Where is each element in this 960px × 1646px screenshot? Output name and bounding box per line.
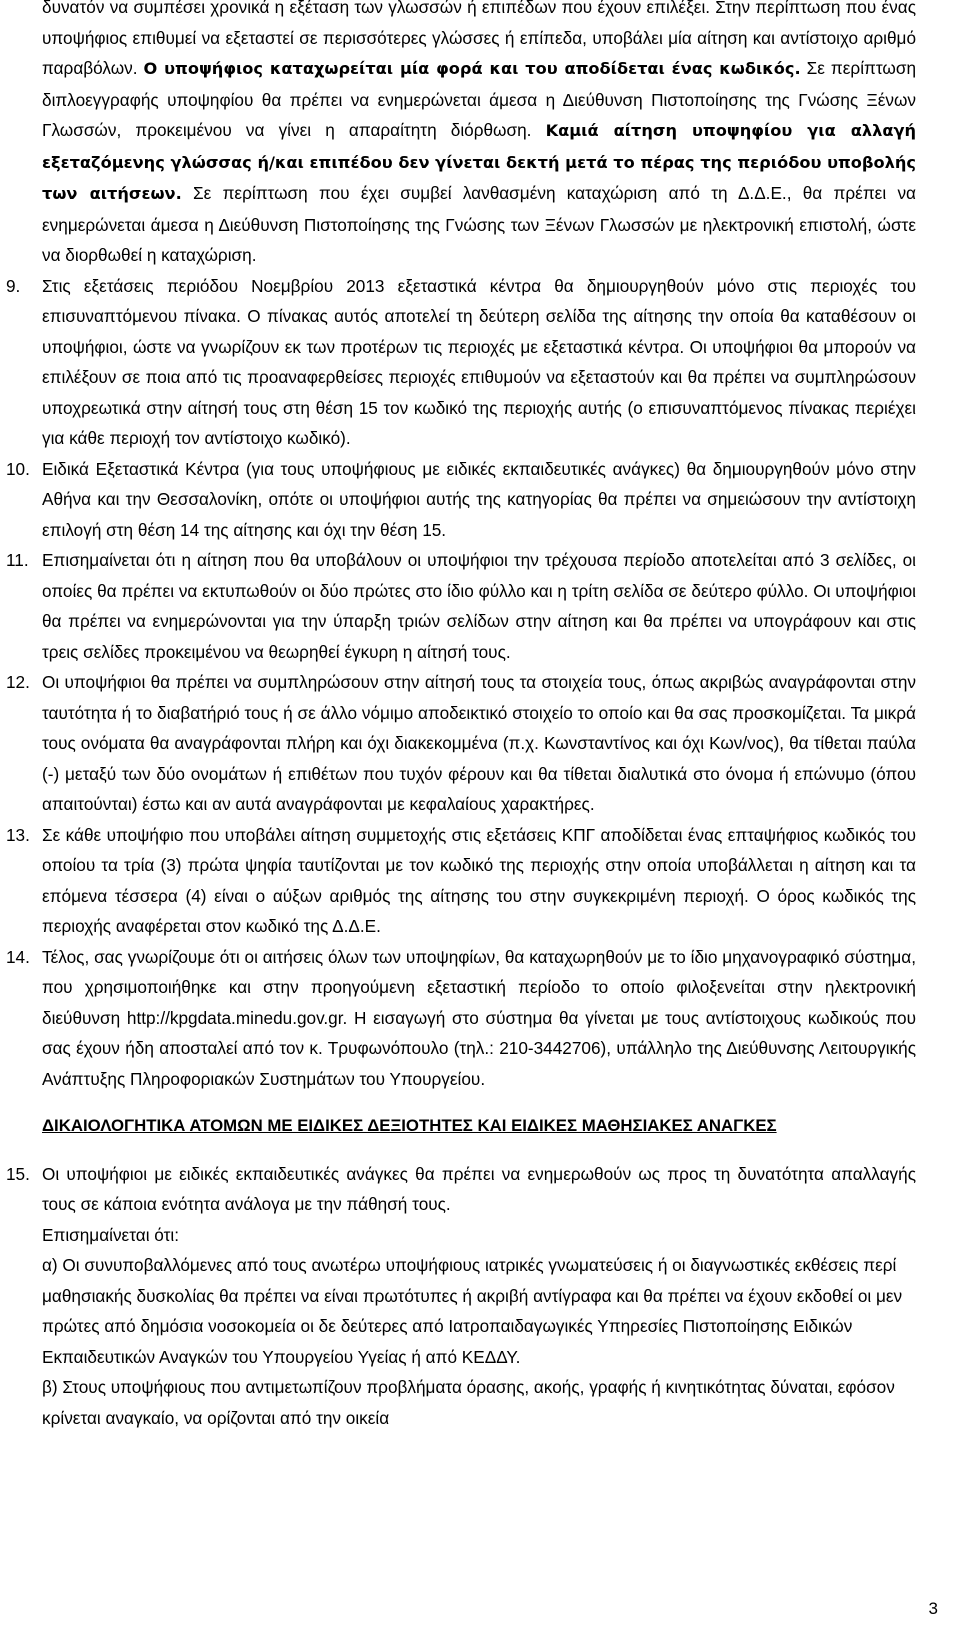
list-item-9 (6, 271, 916, 454)
intro-bold-1: Ο υποψήφιος καταχωρείται μία φορά και του αποδίδεται ένας κωδικός. (143, 59, 801, 78)
list-item-14 (6, 942, 916, 1095)
item-number: 14. (6, 946, 30, 967)
intro-text-1: δυνατόν να συμπέσει χρονικά η εξέταση των γλωσσών ή επιπέδων που έχουν επιλέξει. Στην περίπτωση που ένας υποψήφιος επιθυμεί να εξεταστεί σε περισσότερες γλώσσες ή επίπεδα, υποβάλει μία αίτηση και αντίστοιχο αριθμό παραβόλων. (42, 0, 916, 78)
section-heading: ΔΙΚΑΙΟΛΟΓΗΤΙΚΑ ΑΤΟΜΩΝ ΜΕ ΕΙΔΙΚΕΣ ΔΕΞΙΟΤΗΤΕΣ ΚΑΙ ΕΙΔΙΚΕΣ ΜΑΘΗΣΙΑΚΕΣ ΑΝΑΓΚΕΣ (42, 1116, 777, 1135)
intro-text-3: Σε περίπτωση που έχει συμβεί λανθασμένη καταχώριση από τη Δ.Δ.Ε., θα πρέπει να ενημερώνεται άμεσα η Διεύθυνση Πιστοποίησης της Γνώσης των Ξένων Γλωσσών με ηλεκτρονική επιστολή, ώστε να διορθωθεί η καταχώριση. (42, 183, 916, 265)
list-item-12 (6, 667, 916, 820)
document-page (6, 0, 916, 1433)
item-text: Στις εξετάσεις περιόδου Νοεμβρίου 2013 εξεταστικά κέντρα θα δημιουργηθούν μόνο στις περιοχές του επισυναπτόμενου πίνακα. Ο πίνακας αυτός αποτελεί τη δεύτερη σελίδα της αίτησης την οποία θα καταθέσουν οι υποψήφιοι, ώστε να γνωρίζουν εκ των προτέρων τις περιοχές με εξεταστικά κέντρα. Οι υποψήφιοι θα μπορούν να επιλέξουν σε ποια από τις προαναφερθείσες περιοχές επιθυμούν να εξεταστούν και θα πρέπει να συμπληρώσουν υποχρεωτικά στην αίτησή τους στη θέση 15 τον κωδικό της περιοχής αυτής (ο επισυναπτόμενος πίνακας περιέχει για κάθε περιοχή τον αντίστοιχο κωδικό). (42, 275, 916, 448)
item-number: 12. (6, 672, 30, 692)
item-text: Σε κάθε υποψήφιο που υποβάλει αίτηση συμμετοχής στις εξετάσεις ΚΠΓ αποδίδεται ένας επταψήφιος κωδικός του οποίου τα τρία (3) πρώτα ψηφία ταυτίζονται με τον κωδικό της περιοχής στην οποία υποβάλλεται η αίτηση και τα επόμενα τέσσερα (4) είναι ο αύξων αριθμός της αίτησης του στην συγκεκριμένη περιοχή. Ο όρος κωδικός της περιοχής αναφέρεται στον κωδικό της Δ.Δ.Ε. (42, 824, 916, 936)
item-text: Επισημαίνεται ότι η αίτηση που θα υποβάλουν οι υποψήφιοι την τρέχουσα περίοδο αποτελείται από 3 σελίδες, οι οποίες θα πρέπει να εκτυπωθούν οι δύο πρώτες στο ίδιο φύλλο και η τρίτη σελίδα σε δεύτερο φύλλο. Οι υποψήφιοι θα πρέπει να ενημερώνονται για την ύπαρξη τριών σελίδων στην αίτηση και θα πρέπει να υπογράφουν και στις τρεις σελίδες προκειμένου να θεωρηθεί έγκυρη η αίτησή τους. (42, 550, 916, 662)
item-number: 11. (6, 550, 29, 570)
item-number: 9. (6, 275, 21, 296)
item-text: Ειδικά Εξεταστικά Κέντρα (για τους υποψήφιους με ειδικές εκπαιδευτικές ανάγκες) θα δημιουργηθούν μόνο στην Αθήνα και την Θεσσαλονίκη, οπότε οι υποψήφιοι αυτής της κατηγορίας θα πρέπει να σημειώσουν την αντίστοιχη επιλογή στη θέση 14 της αίτησης και όχι την θέση 15. (42, 458, 916, 540)
list-item-11 (6, 545, 916, 667)
item-text: Οι υποψήφιοι θα πρέπει να συμπληρώσουν στην αίτησή τους τα στοιχεία τους, όπως ακριβώς αναγράφονται στην ταυτότητα ή το διαβατήριό τους ή σε άλλο νόμιμο αποδεικτικό στοιχείο το οποίο και θα σας προσκομίζεται. Τα μικρά τους ονόματα θα αναγράφονται πλήρη και όχι διακεκομμένα (π.χ. Κωνσταντίνος και όχι Κων/νος), θα τίθεται παύλα (-) μεταξύ των δύο ονομάτων ή επιθέτων που τυχόν φέρουν και θα τίθεται διαλυτικά στο όνομα ή επώνυμο (όπου απαιτούνται) έστω και αν αυτά αναγράφονται με κεφαλαίους χαρακτήρες. (42, 672, 916, 814)
subitem-b: β) Στους υποψήφιους που αντιμετωπίζουν προβλήματα όρασης, ακοής, γραφής ή κινητικότητας δύναται, εφόσον κρίνεται αναγκαίο, να ορίζονται από την οικεία (42, 1377, 895, 1428)
item-number: 10. (6, 458, 30, 479)
item-text: Τέλος, σας γνωρίζουμε ότι οι αιτήσεις όλων των υποψηφίων, θα καταχωρηθούν με το ίδιο μηχανογραφικό σύστημα, που χρησιμοποιήθηκε και στην προηγούμενη εξεταστική περίοδο το οποίο φιλοξενείται στην ηλεκτρονική διεύθυνση http://kpgdata.minedu.gov.gr. Η εισαγωγή στο σύστημα θα γίνεται με τους αντίστοιχους κωδικούς που σας έχουν ήδη αποσταλεί από τον κ. Τρυφωνόπουλο (τηλ.: 210-3442706), υπάλληλο της Διεύθυνσης Λειτουργικής Ανάπτυξης Πληροφοριακών Συστημάτων του Υπουργείου. (42, 946, 916, 1089)
list-item-15 (6, 1159, 916, 1251)
page-number: 3 (928, 1599, 938, 1618)
intro-bold-2: Καμιά αίτηση υποψηφίου για αλλαγή εξεταζόμενης γλώσσας ή/και επιπέδου δεν γίνεται δεκτή μετά το πέρας της περιόδου υποβολής των αιτήσεων. (42, 121, 916, 203)
list-item-13 (6, 820, 916, 942)
item-text: Οι υποψήφιοι με ειδικές εκπαιδευτικές ανάγκες θα πρέπει να ενημερωθούν ως προς τη δυνατότητα απαλλαγής τους σε κάποια ενότητα ανάλογα με την πάθησή τους. (42, 1163, 916, 1214)
list-item-10 (6, 454, 916, 546)
intro-text-2: Σε περίπτωση διπλοεγγραφής υποψηφίου θα πρέπει να ενημερώνεται άμεσα η Διεύθυνση Πιστοποίησης της Γνώσης Ξένων Γλωσσών, προκειμένου να γίνει η απαραίτητη διόρθωση. (42, 58, 916, 140)
item-note: Επισημαίνεται ότι: (42, 1224, 179, 1245)
subitem-a: α) Οι συνυποβαλλόμενες από τους ανωτέρω υποψήφιους ιατρικές γνωματεύσεις ή οι διαγνωστικές εκθέσεις περί μαθησιακής δυσκολίας θα πρέπει να είναι πρωτότυπες ή ακριβή αντίγραφα και θα πρέπει να έχουν εκδοθεί οι μεν πρώτες από δημόσια νοσοκομεία οι δε δεύτερες από Ιατροπαιδαγωγικές Υπηρεσίες Πιστοποίησης Ειδικών Εκπαιδευτικών Αναγκών του Υπουργείου Υγείας ή από ΚΕΔΔΥ. (42, 1255, 903, 1367)
numbered-list (6, 271, 916, 1095)
intro-paragraph (42, 0, 916, 271)
item-number: 15. (6, 1163, 30, 1184)
item-number: 13. (6, 824, 30, 845)
